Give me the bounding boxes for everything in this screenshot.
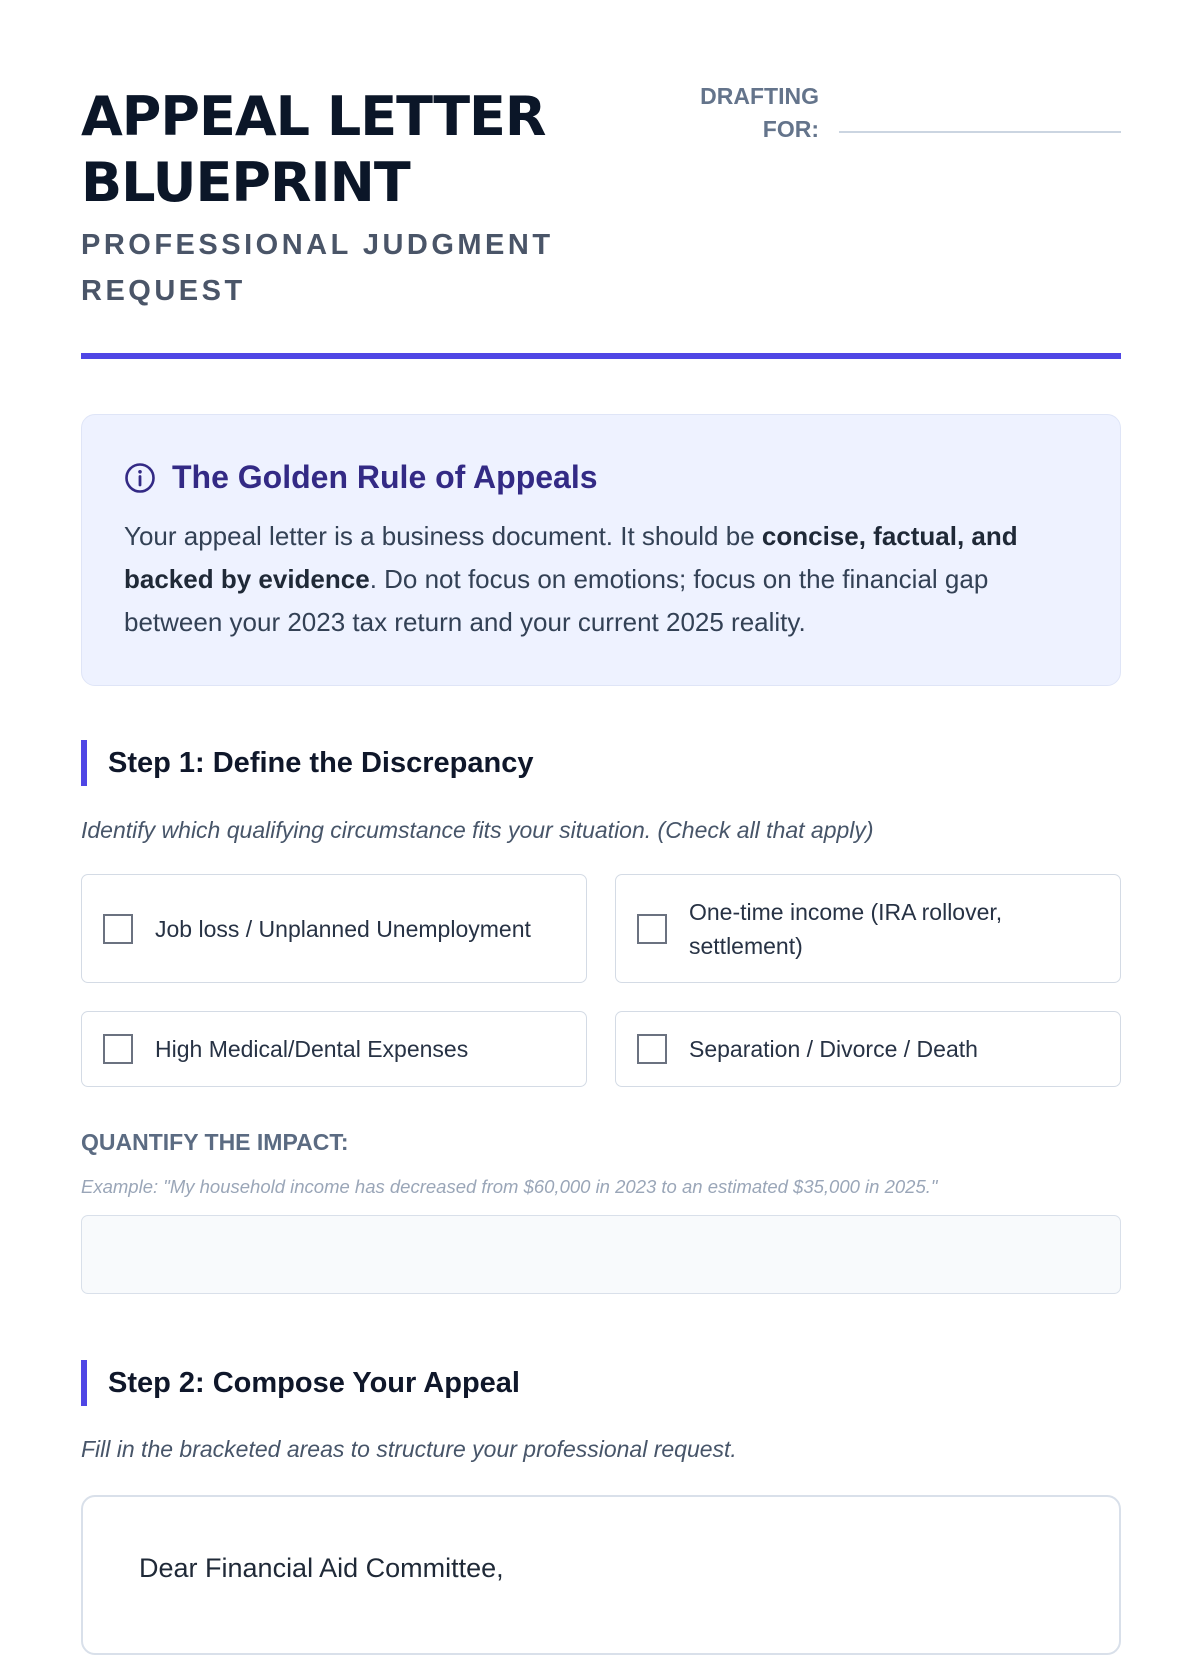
option-separation-divorce-death[interactable]	[615, 1011, 1121, 1087]
letter-salutation: Dear Financial Aid Committee,	[139, 1553, 504, 1583]
header	[81, 0, 1121, 360]
drafting-for-field[interactable]	[839, 131, 1121, 133]
callout-body-text-1: Your appeal letter is a business document. It should be	[124, 521, 762, 551]
option-one-time-income[interactable]	[615, 874, 1121, 983]
checkbox[interactable]	[103, 1034, 133, 1064]
header-divider	[81, 353, 1121, 359]
checkbox[interactable]	[637, 1034, 667, 1064]
step1-title: Step 1: Define the Discrepancy	[108, 746, 534, 779]
option-label: High Medical/Dental Expenses	[155, 1036, 469, 1062]
page-title: APPEAL LETTER BLUEPRINT	[81, 85, 546, 214]
callout-body-text-2: . Do not focus on emotions; focus on the financial gap between your 2023 tax return and your current 2025 reality.	[124, 564, 989, 637]
checkbox[interactable]	[103, 914, 133, 944]
option-job-loss[interactable]	[81, 874, 587, 983]
callout-body	[124, 515, 1084, 644]
callout-heading	[124, 459, 598, 496]
drafting-for-label: DRAFTING FOR:	[700, 83, 819, 142]
step2-heading	[81, 1360, 520, 1406]
info-icon	[124, 462, 156, 494]
step1-heading	[81, 740, 533, 786]
step2-description: Fill in the bracketed areas to structure your professional request.	[81, 1436, 737, 1462]
callout-body-emphasis: concise, factual, and backed by evidence	[124, 521, 1018, 594]
step1-description: Identify which qualifying circumstance fits your situation. (Check all that apply)	[81, 817, 874, 843]
quantify-label: QUANTIFY THE IMPACT:	[81, 1129, 349, 1155]
option-label: One-time income (IRA rollover, settlement)	[689, 898, 1003, 959]
option-medical-expenses[interactable]	[81, 1011, 587, 1087]
quantify-input[interactable]	[81, 1215, 1121, 1294]
checkbox[interactable]	[637, 914, 667, 944]
page-subtitle: PROFESSIONAL JUDGMENT REQUEST	[81, 229, 554, 307]
step2-title: Step 2: Compose Your Appeal	[108, 1366, 520, 1399]
step1-accent-bar	[81, 740, 87, 786]
option-label: Job loss / Unplanned Unemployment	[155, 915, 531, 942]
appeal-blueprint-page	[81, 0, 1121, 1583]
quantify-example: Example: "My household income has decreased from $60,000 in 2023 to an estimated $35,000 in 2025."	[81, 1176, 938, 1197]
callout-title: The Golden Rule of Appeals	[172, 459, 598, 495]
step2-accent-bar	[81, 1360, 87, 1406]
letter-template[interactable]	[81, 1495, 1121, 1655]
option-label: Separation / Divorce / Death	[689, 1036, 978, 1062]
golden-rule-callout	[81, 414, 1121, 686]
